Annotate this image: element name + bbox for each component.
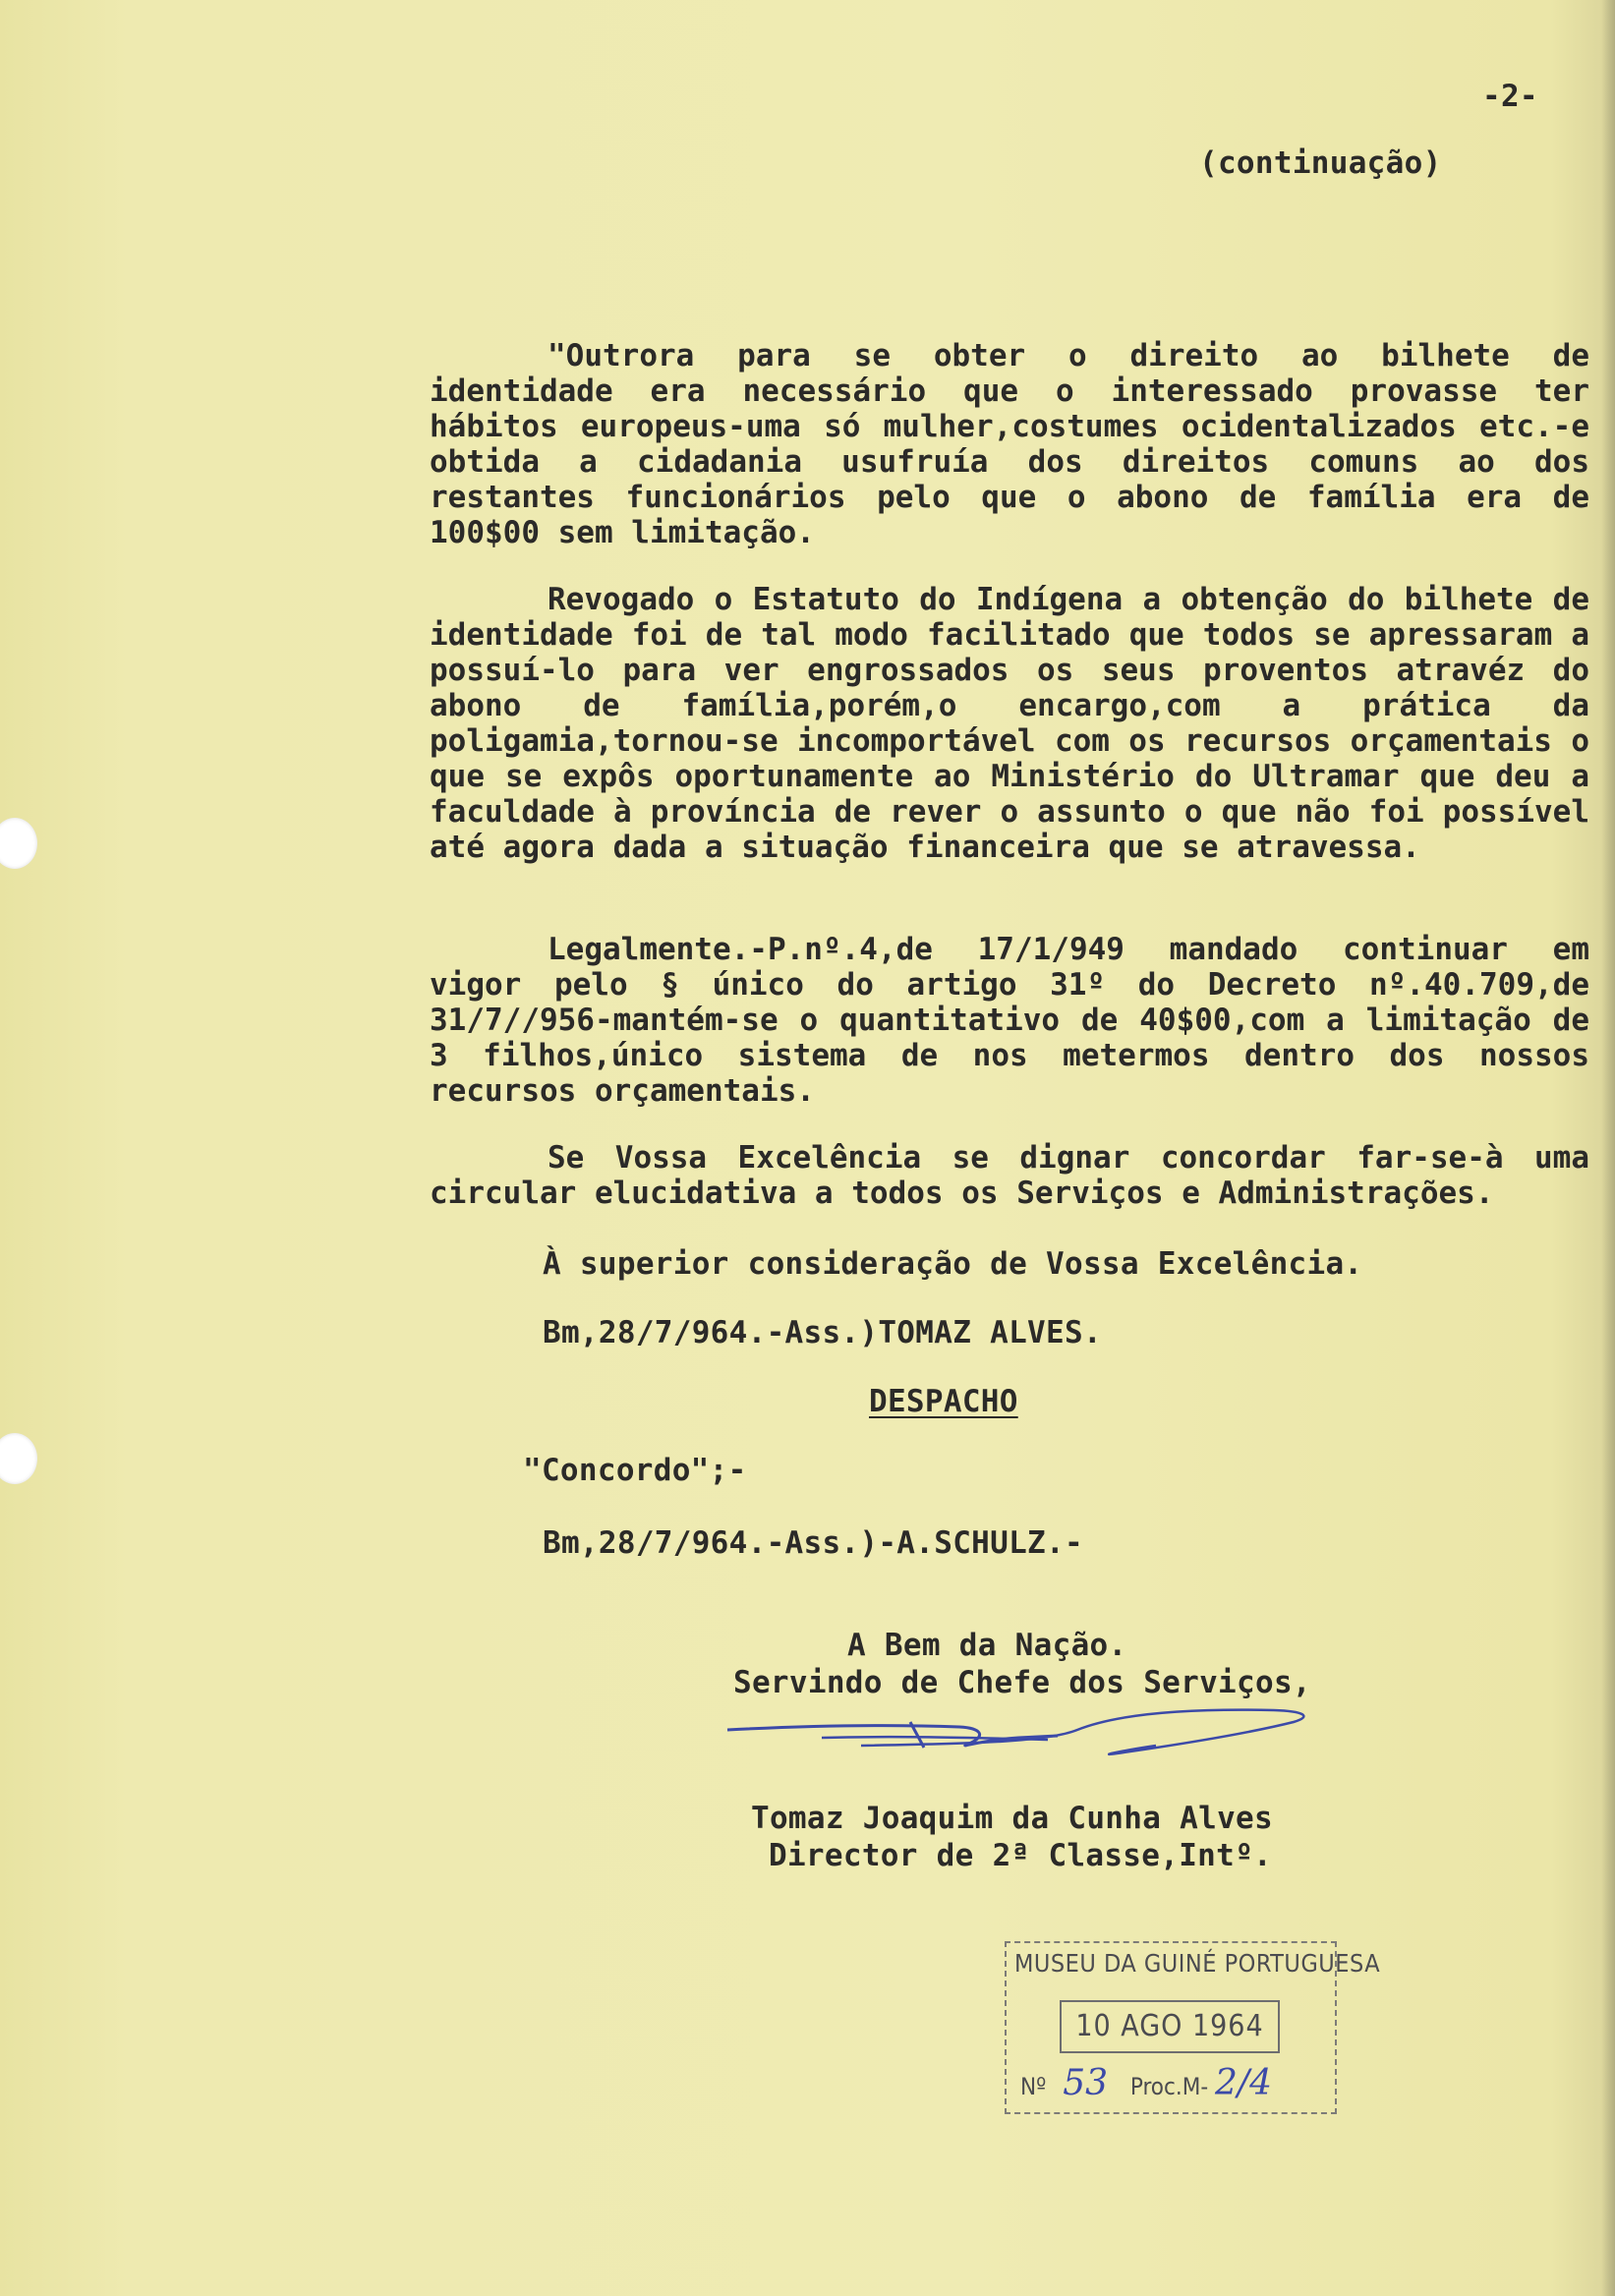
signature-line-1: Bm,28/7/964.-Ass.)TOMAZ ALVES.: [543, 1315, 1102, 1350]
paper-edge-shadow: [1601, 0, 1615, 2296]
closing-greeting: A Bem da Nação.: [847, 1628, 1127, 1663]
signatory-title: Director de 2ª Classe,Intº.: [769, 1838, 1273, 1873]
continuation-label: (continuação): [1199, 145, 1442, 181]
stamp-date: 10 AGO 1964: [1060, 2000, 1280, 2053]
closing-role: Servindo de Chefe dos Serviços,: [733, 1665, 1311, 1700]
consideration-line: À superior consideração de Vossa Excelência.: [543, 1246, 1363, 1282]
concordo-line: "Concordo";-: [523, 1453, 747, 1488]
stamp-number-value: 53: [1063, 2063, 1108, 2103]
despacho-title: DESPACHO: [869, 1384, 1018, 1419]
handwritten-signature: [723, 1700, 1333, 1769]
stamp-number-row: [1020, 2063, 1272, 2103]
paragraph-3: Legalmente.-P.nº.4,de 17/1/949 mandado continuar em vigor pelo § único do artigo 31º do Decreto nº.40.709,de 31/7//956-mantém-se o quantitativo de 40$00,com a limitação de 3 filhos,único sistema de nos metermos dentro dos nossos recursos orçamentais.: [430, 932, 1589, 1109]
signature-line-2: Bm,28/7/964.-Ass.)-A.SCHULZ.-: [543, 1525, 1083, 1561]
paragraph-2: Revogado o Estatuto do Indígena a obtenção do bilhete de identidade foi de tal modo facilitado que todos se apressaram a possuí-lo para ver engrossados os seus proventos atravéz do abono de família,porém,o encargo,com a prática da poligamia,tornou-se incomportável com os recursos orçamentais o que se expôs oportunamente ao Ministério do Ultramar que deu a faculdade à província de rever o assunto o que não foi possível até agora dada a situação financeira que se atravessa.: [430, 582, 1589, 865]
stamp-number-label: Nº: [1020, 2073, 1047, 2100]
signatory-name: Tomaz Joaquim da Cunha Alves: [751, 1801, 1273, 1836]
paragraph-4: Se Vossa Excelência se dignar concordar far-se-à uma circular elucidativa a todos os Serviços e Administrações.: [430, 1140, 1589, 1211]
stamp-proc-label: Proc.M-: [1129, 2073, 1209, 2100]
stamp-proc-value: 2/4: [1215, 2063, 1272, 2103]
page-number: -2-: [1482, 79, 1538, 114]
museum-stamp: [1005, 1941, 1381, 2114]
paragraph-1: "Outrora para se obter o direito ao bilhete de identidade era necessário que o interessado provasse ter hábitos europeus-uma só mulher,costumes ocidentalizados etc.-e obtida a cidadania usufruía dos direitos comuns ao dos restantes funcionários pelo que o abono de família era de 100$00 sem limitação.: [430, 338, 1589, 550]
stamp-museum-name: MUSEU DA GUINÉ PORTUGUESA: [1014, 1949, 1381, 1978]
